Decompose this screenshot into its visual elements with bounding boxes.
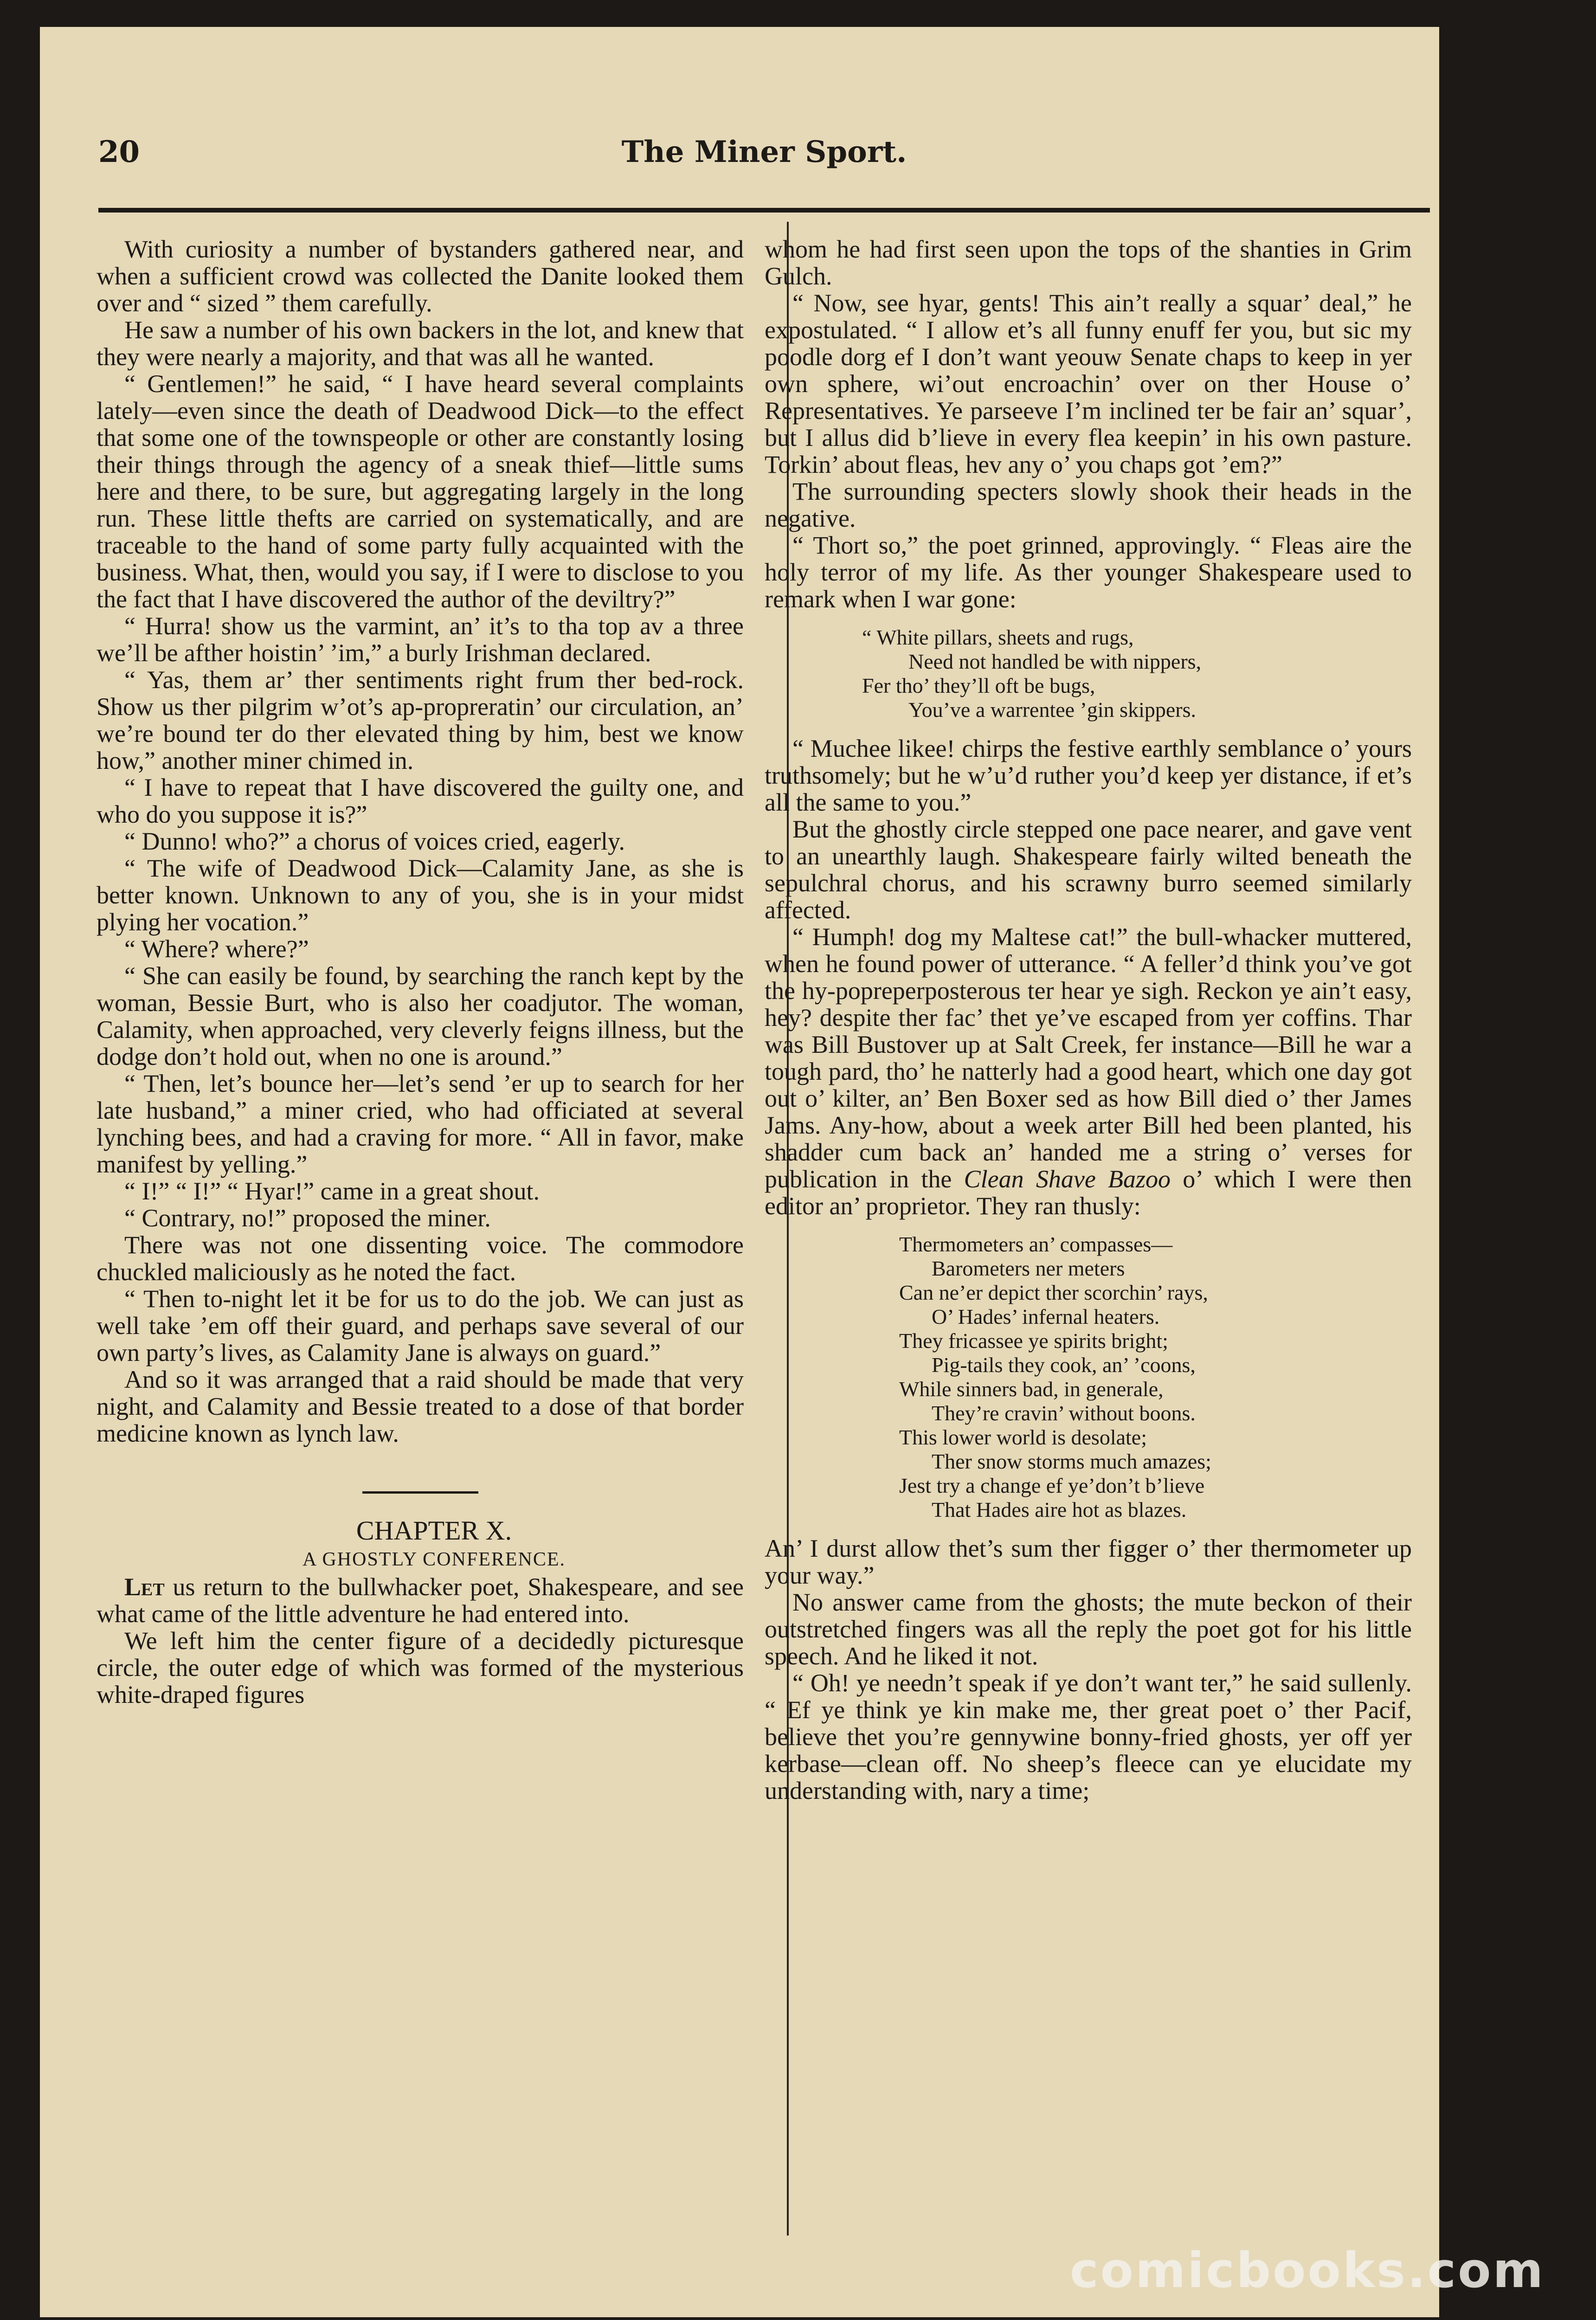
paragraph: There was not one dissenting voice. The commodore chuckled maliciously as he noted the fact. <box>97 1231 744 1286</box>
watermark: comicbooks.com <box>1069 2242 1545 2299</box>
paragraph <box>97 1573 744 1627</box>
poem-line: Jest try a change ef ye’don’t b’lieve <box>899 1474 1205 1497</box>
poem-line: Can ne’er depict ther scorchin’ rays, <box>899 1281 1208 1304</box>
poem-line: Thermometers an’ compasses— <box>899 1232 1173 1256</box>
paragraph: “ Contrary, no!” proposed the miner. <box>124 1204 491 1232</box>
poem-line: Ther snow storms much amazes; <box>932 1450 1211 1473</box>
chapter-rule <box>362 1491 478 1494</box>
poem-line: This lower world is desolate; <box>899 1425 1147 1449</box>
page-header <box>98 135 1430 190</box>
left-column <box>97 236 744 2240</box>
poem-line: Need not handled be with nippers, <box>908 650 1202 673</box>
paragraph: whom he had first seen upon the tops of the shanties in Grim Gulch. <box>765 236 1412 290</box>
poem-line: That Hades aire hot as blazes. <box>932 1498 1187 1521</box>
paragraph: “ Gentlemen!” he said, “ I have heard several complaints lately—even since the death of Deadwood Dick—to the effect that some one of the townspeople or other are constantly losing their things through the agency of a sneak thief—little sums here and there, to be sure, but aggregating largely in the long run. These little thefts are carried on systematically, and are traceable to the hand of some party fully acquainted with the business. What, then, would you say, if I were to disclose to you the fact that I have discovered the author of the deviltry?” <box>97 370 744 613</box>
paragraph: “ Then, let’s bounce her—let’s send ’er up to search for her late husband,” a miner cried, who had officiated at several lynching bees, and had a craving for more. “ All in favor, make manifest by yelling.” <box>97 1070 744 1178</box>
paragraph: “ Dunno! who?” a chorus of voices cried, eagerly. <box>124 827 625 855</box>
poem-line: They’re cravin’ without boons. <box>932 1401 1196 1425</box>
poem-thermometers <box>765 1232 1412 1522</box>
paragraph: No answer came from the ghosts; the mute beckon of their outstretched fingers was all the reply the poet got for his little speech. And he liked it not. <box>765 1588 1412 1670</box>
publication-title: The Miner Sport. <box>621 135 907 169</box>
paragraph: “ Hurra! show us the varmint, an’ it’s to tha top av a three we’ll be afther hoistin’ ’im,” a burly Irishman declared. <box>97 612 744 667</box>
paragraph: “ Muchee likee! chirps the festive earthly semblance o’ yours truthsomely; but he w’u’d ruther you’d keep yer distance, if et’s all the same to you.” <box>765 735 1412 816</box>
poem-line: They fricassee ye spirits bright; <box>899 1329 1168 1353</box>
paragraph <box>765 923 1412 1219</box>
poem-line: “ White pillars, sheets and rugs, <box>862 625 1134 649</box>
paragraph-text: o’ which I were then editor an’ proprietor. They ran thusly: <box>765 1165 1412 1220</box>
paragraph: “ Oh! ye needn’t speak if ye don’t want ter,” he said sullenly. “ Ef ye think ye kin make me, ther great poet o’ ther Pacif, believe thet you’re gennywine bonny-fried ghosts, yer off yer kerbase—clean off. No sheep’s fleece can ye elucidate my understanding with, nary a time; <box>765 1669 1412 1804</box>
page-number: 20 <box>98 135 140 169</box>
paragraph: “ Now, see hyar, gents! This ain’t really a squar’ deal,” he expostulated. “ I allow et’s all funny enuff fer you, but sic my poodle dorg ef I don’t want yeouw Senate chaps to keep in yer own sphere, wi’out encroachin’ over on ther House o’ Representatives. Ye parseeve I’m inclined ter be fair an’ squar’, but I allus did b’lieve in every flea keepin’ in his own pasture. Torkin’ about fleas, hev any o’ you chaps got ’em?” <box>765 289 1412 478</box>
paragraph-text: “ Humph! dog my Maltese cat!” the bull-whacker muttered, when he found power of utterance. “ A feller’d think you’ve got the hy-popreperposterous ter hear ye sigh. Reckon ye ain’t easy, hey? despite ther fac’ thet ye’ve escaped from yer coffins. Thar was Bill Bustover up at Salt Creek, fer instance—Bill he war a tough pard, tho’ he natterly had a good heart, which one day got out o’ kilter, an’ Ben Boxer sed as how Bill died o’ ther James Jams. Any-how, about a week arter Bill hed been planted, his shadder cum back an’ handed me a string o’ verses for publication in the <box>765 923 1412 1193</box>
poem-line: You’ve a warrentee ’gin skippers. <box>908 698 1196 722</box>
paragraph: He saw a number of his own backers in the lot, and knew that they were nearly a majority, and that was all he wanted. <box>97 316 744 371</box>
paragraph: “ Then to-night let it be for us to do the job. We can just as well take ’em off their guard, and perhaps save several of our own party’s lives, as Calamity Jane is always on guard.” <box>97 1285 744 1366</box>
paragraph: “ Yas, them ar’ ther sentiments right frum ther bed-rock. Show us ther pilgrim w’ot’s ap-propreratin’ our circulation, an’ we’re bound ter do ther elevated thing by him, best we know how,” another miner chimed in. <box>97 666 744 774</box>
paragraph: “ She can easily be found, by searching the ranch kept by the woman, Bessie Burt, who is also her coadjutor. The woman, Calamity, when approached, very cleverly feigns illness, but the dodge don’t hold out, when no one is around.” <box>97 962 744 1070</box>
poem-fleas <box>765 625 1412 722</box>
lead-word: Let <box>124 1573 165 1601</box>
poem-line: Barometers ner meters <box>932 1257 1125 1280</box>
paragraph: An’ I durst allow thet’s sum ther figger o’ ther thermometer up your way.” <box>765 1534 1412 1589</box>
chapter-title: CHAPTER X. <box>356 1515 512 1546</box>
paragraph: “ The wife of Deadwood Dick—Calamity Jane, as she is better known. Unknown to any of you, she is in your midst plying her vocation.” <box>97 854 744 936</box>
paragraph: “ Where? where?” <box>124 935 309 963</box>
header-rule <box>98 208 1430 213</box>
poem-line: Fer tho’ they’ll oft be bugs, <box>862 674 1095 697</box>
paragraph: With curiosity a number of bystanders gathered near, and when a sufficient crowd was collected the Danite looked them over and “ sized ” them carefully. <box>97 236 744 317</box>
paragraph: We left him the center figure of a decidedly picturesque circle, the outer edge of which was formed of the mysterious white-draped figures <box>97 1627 744 1708</box>
newspaper-name: Clean Shave Bazoo <box>964 1165 1171 1193</box>
poem-line: While sinners bad, in generale, <box>899 1377 1164 1401</box>
poem-line: Pig-tails they cook, an’ ’coons, <box>932 1353 1196 1377</box>
paragraph: “ I have to repeat that I have discovered the guilty one, and who do you suppose it is?” <box>97 773 744 828</box>
paragraph: “ I!” “ I!” “ Hyar!” came in a great shout. <box>124 1177 540 1205</box>
poem-line: O’ Hades’ infernal heaters. <box>932 1305 1160 1328</box>
chapter-subtitle: A GHOSTLY CONFERENCE. <box>302 1549 566 1570</box>
page-paper <box>40 27 1439 2317</box>
paragraph: The surrounding specters slowly shook their heads in the negative. <box>765 477 1412 532</box>
paragraph-text: us return to the bullwhacker poet, Shakespeare, and see what came of the little adventure he had entered into. <box>97 1573 744 1628</box>
paragraph: “ Thort so,” the poet grinned, approvingly. “ Fleas aire the holy terror of my life. As ther younger Shakespeare used to remark when I war gone: <box>765 531 1412 613</box>
paragraph: And so it was arranged that a raid should be made that very night, and Calamity and Bessie treated to a dose of that border medicine known as lynch law. <box>97 1366 744 1447</box>
right-column <box>765 236 1412 2240</box>
paragraph: But the ghostly circle stepped one pace nearer, and gave vent to an unearthly laugh. Shakespeare fairly wilted beneath the sepulchral chorus, and his scrawny burro seemed similarly affected. <box>765 815 1412 924</box>
